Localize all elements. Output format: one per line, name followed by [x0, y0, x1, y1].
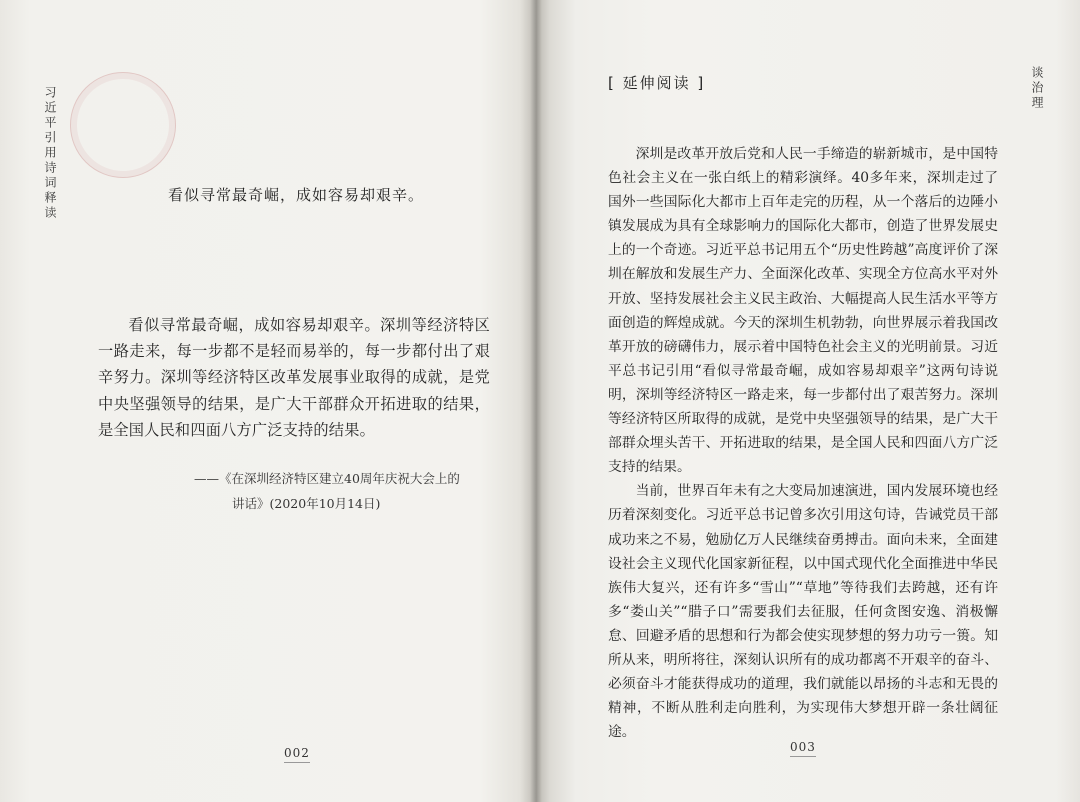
source-line-1: ——《在深圳经济特区建立40周年庆祝大会上的: [194, 471, 460, 486]
paragraph-2: 当前，世界百年未有之大变局加速演进，国内发展环境也经历着深刻变化。习近平总书记曾多次引用这句诗，告诫党员干部成功来之不易，勉励亿万人民继续奋勇搏击。面向未来，全面建设社会主义现代化国家新征程，以中国式现代化全面推进中华民族伟大复兴，还有许多“雪山”“草地”等待我们去跨越，还有许多“娄山关”“腊子口”需要我们去征服，任何贪图安逸、消极懈怠、回避矛盾的思想和行为都会使实现梦想的努力功亏一篑。知所从来，明所将往，深刻认识所有的成功都离不开艰辛的奋斗、必须奋斗才能获得成功的道理，我们就能以昂扬的斗志和无畏的精神，不断从胜利走向胜利，为实现伟大梦想开辟一条壮阔征途。: [608, 483, 998, 741]
quote-body-text: 看似寻常最奇崛，成如容易却艰辛。深圳等经济特区一路走来，每一步都不是轻而易举的，每一步都付出了艰辛努力。深圳等经济特区改革发展事业取得的成就，是党中央坚强领导的结果，是广大干部群众开拓进取的结果，是全国人民和四面八方广泛支持的结果。: [98, 316, 490, 439]
left-running-header: 习近平引用诗词释读: [43, 86, 57, 221]
quote-source: [194, 466, 496, 516]
right-running-header: 谈治理: [1030, 66, 1044, 111]
section-heading: [ 延伸阅读 ]: [608, 74, 706, 92]
left-page-number: 002: [284, 746, 310, 763]
quote-title: 看似寻常最奇崛，成如容易却艰辛。: [168, 186, 425, 204]
extended-reading-body: [608, 142, 998, 744]
faded-seal-stamp: [70, 72, 176, 178]
source-line-2: 讲话》(2020年10月14日): [232, 496, 381, 511]
right-page-number: 003: [790, 740, 816, 757]
book-gutter: [530, 0, 542, 802]
left-page: [0, 0, 536, 802]
paragraph-1: 深圳是改革开放后党和人民一手缔造的崭新城市，是中国特色社会主义在一张白纸上的精彩演绎。40多年来，深圳走过了国外一些国际化大都市上百年走完的历程，从一个落后的边陲小镇发展成为具有全球影响力的国际化大都市，创造了世界发展史上的一个奇迹。习近平总书记用五个“历史性跨越”高度评价了深圳在解放和发展生产力、全面深化改革、实现全方位高水平对外开放、坚持发展社会主义民主政治、大幅提高人民生活水平等方面创造的辉煌成就。今天的深圳生机勃勃，向世界展示着我国改革开放的磅礴伟力，展示着中国特色社会主义的光明前景。习近平总书记引用“看似寻常最奇崛，成如容易却艰辛”这两句诗说明，深圳等经济特区一路走来，每一步都付出了艰苦努力。深圳等经济特区所取得的成就，是党中央坚强领导的结果，是广大干部群众埋头苦干、开拓进取的结果，是全国人民和四面八方广泛支持的结果。: [608, 146, 998, 476]
